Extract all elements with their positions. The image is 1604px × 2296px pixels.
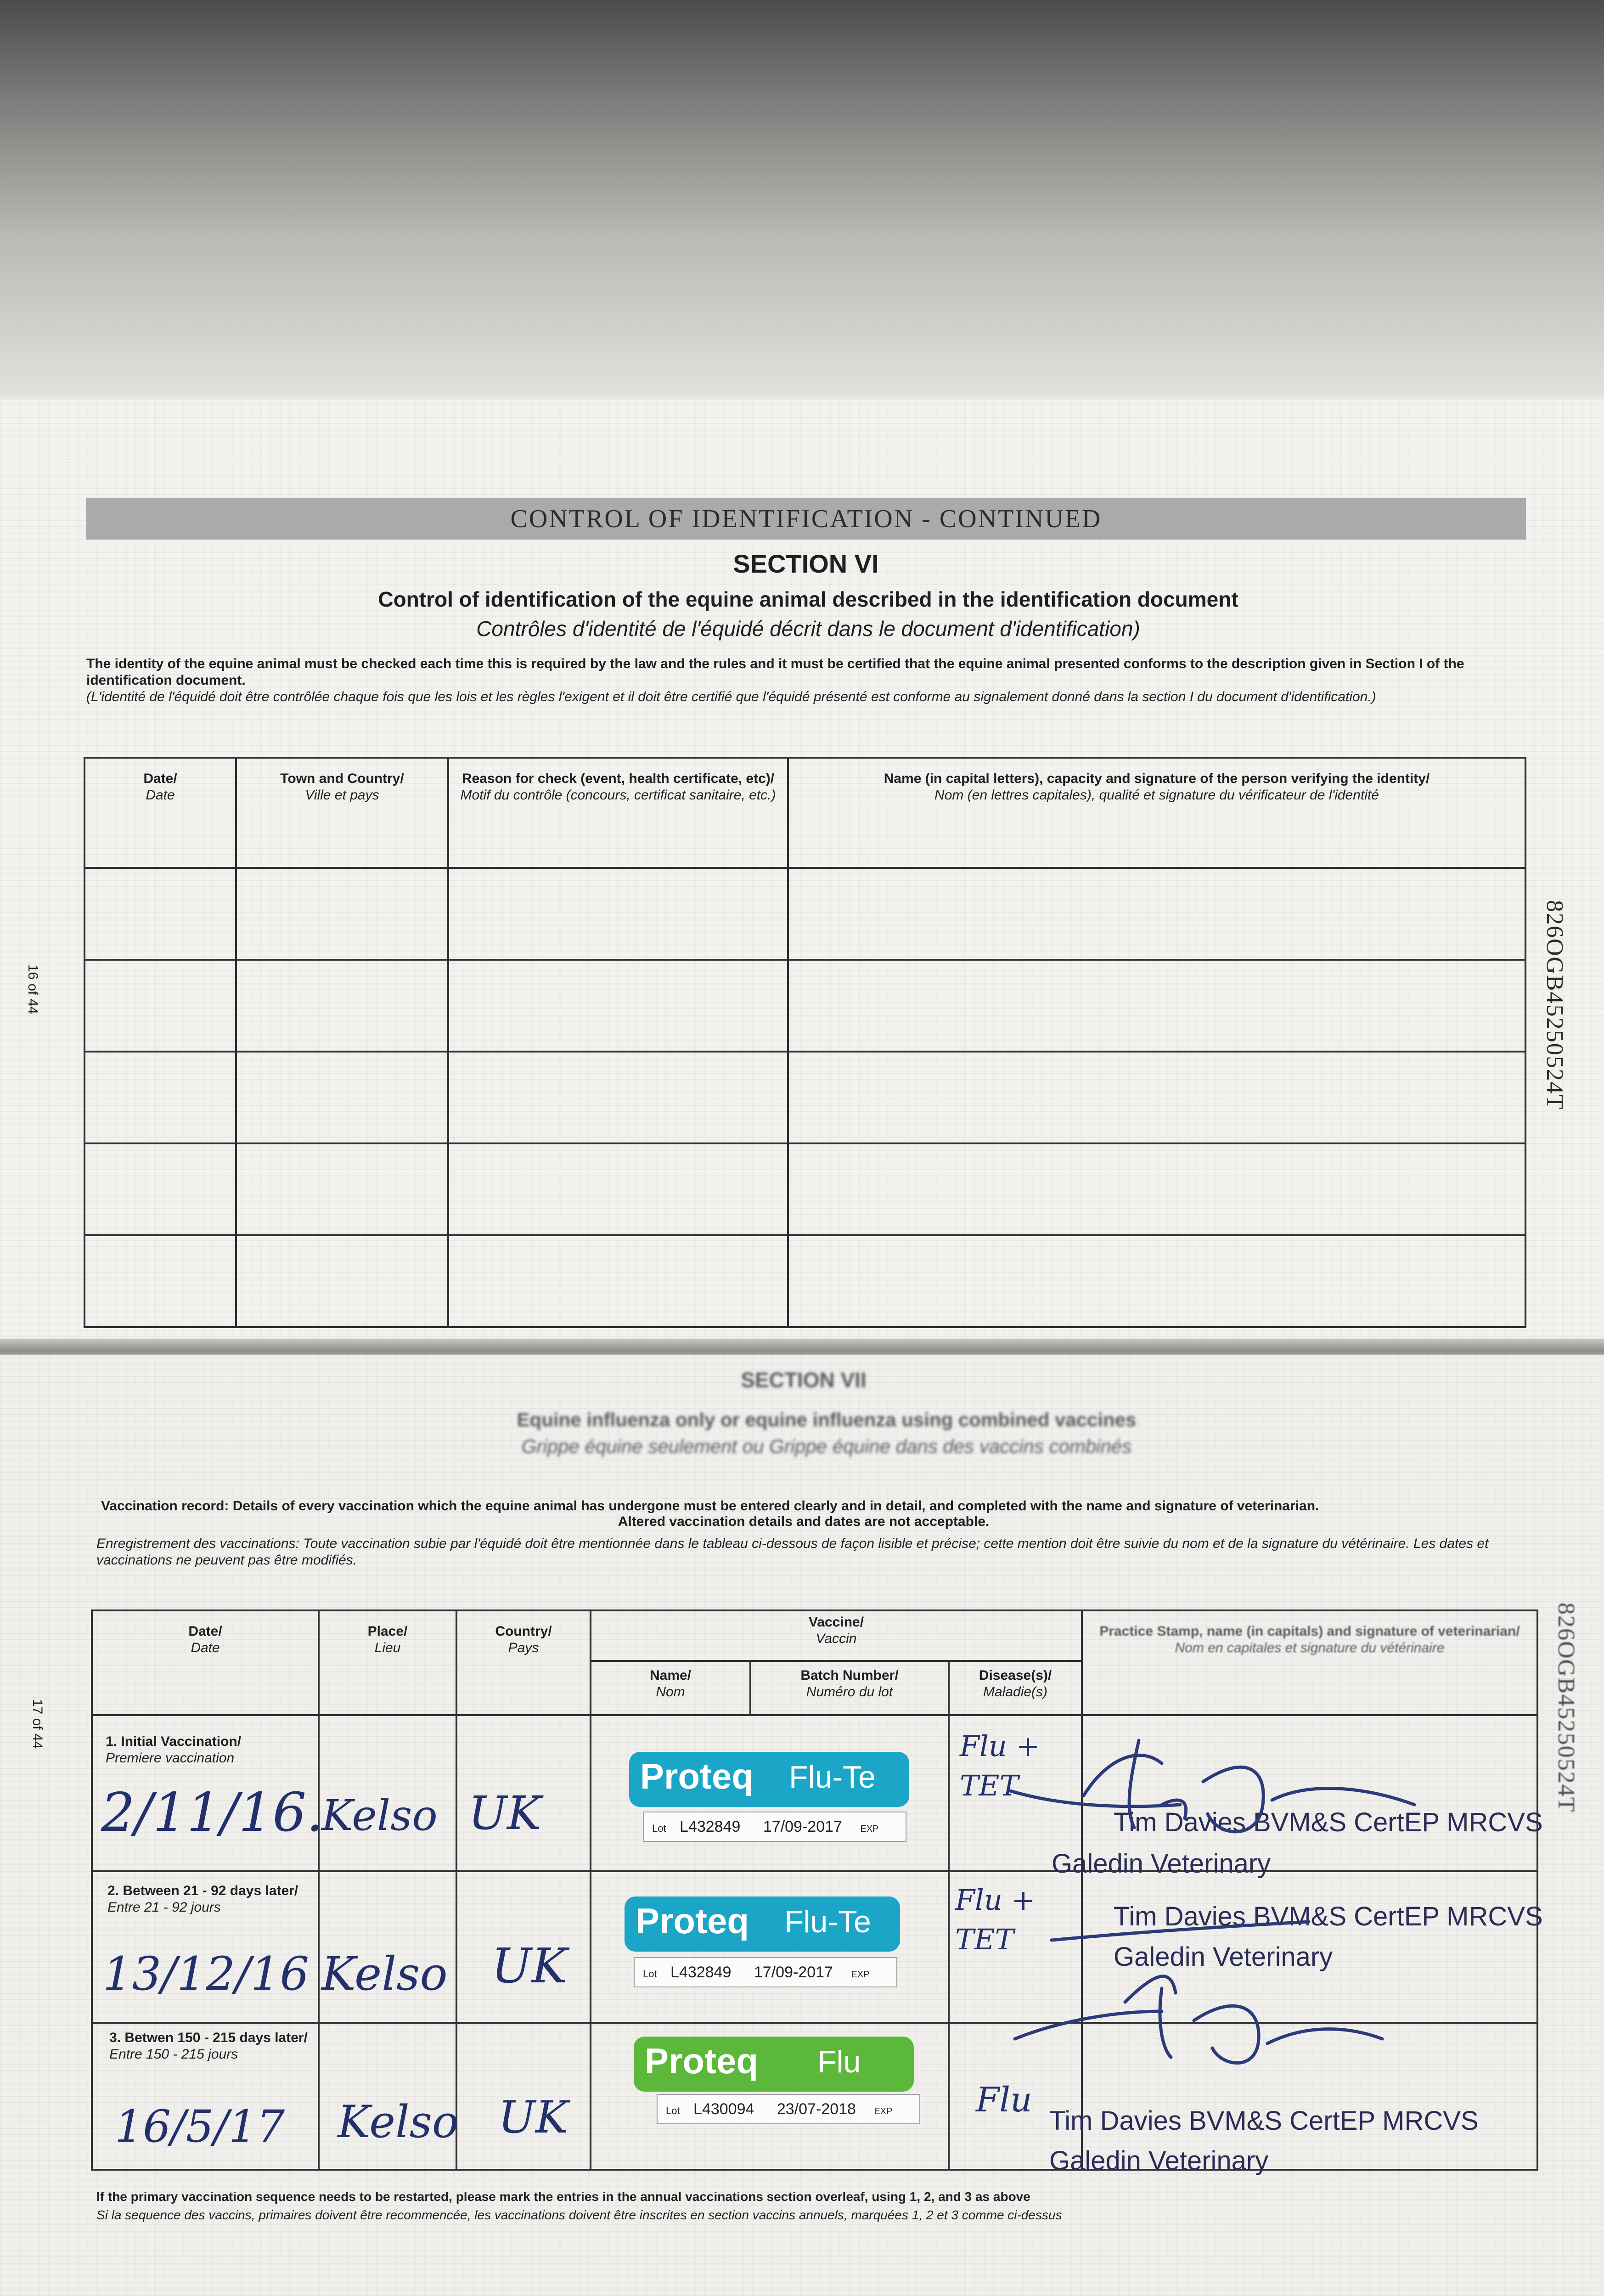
handwritten-disease-1: Flu + TET bbox=[960, 1729, 1040, 1802]
table-row bbox=[84, 868, 1525, 960]
handwritten-disease-3: Flu bbox=[976, 2080, 1032, 2120]
handwritten-country-2: UK bbox=[491, 1938, 568, 1994]
heading-en: Control of identification of the equine animal described in the identification document bbox=[378, 587, 1238, 611]
footnote-en: If the primary vaccination sequence needs to be restarted, please mark the entries in the annual vaccinations section overleaf, using 1, 2, and 3 as above bbox=[96, 2189, 1030, 2204]
heading-en: Equine influenza only or equine influenza using combined vaccines bbox=[517, 1409, 1137, 1430]
scanner-shadow bbox=[0, 0, 1604, 395]
side-id-top: 826OGB45250524T bbox=[1542, 900, 1568, 1110]
handwritten-disease-2: Flu + TET bbox=[955, 1883, 1036, 1956]
row-label-3: 3. Betwen 150 - 215 days later/ Entre 150 - 215 jours bbox=[109, 2030, 308, 2062]
section-banner bbox=[86, 498, 1526, 540]
handwritten-place-1: Kelso bbox=[321, 1791, 438, 1840]
handwritten-date-2: 13/12/16 bbox=[103, 1947, 310, 2001]
record-en: Vaccination record: Details of every vaccination which the equine animal has undergone must be entered clearly and in detail, and completed with the name and signature of veterinarian. bbox=[101, 1498, 1319, 1514]
intro-fr: (L'identité de l'équidé doit être contrôlée chaque fois que les lois et les règles l'exigent et il doit être certifié que l'équidé présenté est conforme au signalement donné dans la section I du document d'identification.) bbox=[86, 689, 1376, 704]
col-verifier: Name (in capital letters), capacity and signature of the person verifying the identity/ Nom (en lettres capitales), qualité et signature du vérificateur de l'identité bbox=[788, 758, 1525, 868]
record-en-line2: Altered vaccination details and dates are not acceptable. bbox=[618, 1514, 990, 1529]
section-vii-title: SECTION VII bbox=[741, 1368, 867, 1392]
row-label-2: 2. Between 21 - 92 days later/ Entre 21 - 92 jours bbox=[107, 1883, 298, 1915]
row-label-1: 1. Initial Vaccination/ Premiere vaccination bbox=[106, 1734, 242, 1766]
handwritten-date-1: 2/11/16. bbox=[101, 1782, 324, 1844]
stamp-practice-2: Galedin Veterinary bbox=[1114, 1942, 1333, 1972]
page-number-17: 17 of 44 bbox=[30, 1699, 45, 1749]
intro-en: The identity of the equine animal must be checked each time this is required by the law and the rules and it must be certified that the equine animal presented conforms to the description given in Section I of the identification document. bbox=[86, 656, 1464, 688]
table-row bbox=[84, 1235, 1525, 1327]
col-reason: Reason for check (event, health certificate, etc)/ Motif du contrôle (concours, certificat sanitaire, etc.) bbox=[448, 758, 788, 868]
vaccine-sticker-2: Proteq Flu-Te bbox=[625, 1896, 900, 1952]
page-number-16: 16 of 44 bbox=[25, 964, 40, 1014]
col-vaccine-name: Name/ Nom bbox=[591, 1661, 750, 1715]
col-country: Country/ Pays bbox=[456, 1610, 591, 1715]
col-diseases: Disease(s)/ Maladie(s) bbox=[949, 1661, 1082, 1715]
handwritten-country-1: UK bbox=[468, 1786, 541, 1840]
col-town-country: Town and Country/ Ville et pays bbox=[236, 758, 448, 868]
col-batch-number: Batch Number/ Numéro du lot bbox=[750, 1661, 949, 1715]
side-id-bottom: 826OGB45250524T bbox=[1553, 1603, 1579, 1813]
col-stamp: Practice Stamp, name (in capitals) and signature of veterinarian/ Nom en capitales et signature du vétérinaire bbox=[1082, 1610, 1537, 1715]
heading-fr: Grippe équine seulement ou Grippe équine dans des vaccins combinés bbox=[521, 1435, 1132, 1457]
intro-text bbox=[86, 656, 1519, 705]
footnote-fr: Si la sequence des vaccins, primaires doivent être recommencée, les vaccinations doivent être inscrites en section vaccins annuels, marquées 1, 2 et 3 comme ci-dessus bbox=[96, 2208, 1062, 2222]
table-row bbox=[84, 960, 1525, 1052]
stamp-name-1: Tim Davies BVM&S CertEP MRCVS bbox=[1114, 1807, 1543, 1837]
table-row bbox=[84, 1052, 1525, 1143]
heading-fr: Contrôles d'identité de l'équidé décrit dans le document d'identification) bbox=[476, 617, 1140, 641]
handwritten-date-3: 16/5/17 bbox=[115, 2101, 285, 2152]
vaccine-lot-3: Lot L430094 23/07-2018 EXP bbox=[657, 2094, 920, 2124]
col-date: Date/ Date bbox=[84, 758, 236, 868]
section-title: SECTION VI bbox=[733, 549, 879, 578]
col-vaccine: Vaccine/ Vaccin bbox=[591, 1610, 1082, 1661]
stamp-name-2: Tim Davies BVM&S CertEP MRCVS bbox=[1114, 1902, 1543, 1931]
table-row bbox=[84, 1143, 1525, 1235]
handwritten-place-3: Kelso bbox=[338, 2096, 459, 2148]
table-header-row bbox=[84, 758, 1525, 868]
col-place: Place/ Lieu bbox=[319, 1610, 456, 1715]
handwritten-place-2: Kelso bbox=[321, 1947, 448, 2001]
vaccine-lot-1: Lot L432849 17/09-2017 EXP bbox=[643, 1812, 906, 1842]
table-header-row bbox=[92, 1610, 1537, 1661]
record-fr: Enregistrement des vaccinations: Toute vaccination subie par l'équidé doit être mentionnée dans le tableau ci-dessous de façon lisible et précise; cette mention doit être suivie du nom et de la signature du vétérinaire. Les dates et vaccinations ne peuvent pas être modifiés. bbox=[96, 1536, 1489, 1568]
stamp-practice-1: Galedin Veterinary bbox=[1052, 1849, 1271, 1879]
stamp-practice-3: Galedin Veterinary bbox=[1049, 2146, 1269, 2176]
vaccine-lot-2: Lot L432849 17/09-2017 EXP bbox=[634, 1957, 897, 1987]
col-date: Date/ Date bbox=[92, 1610, 319, 1715]
stamp-name-3: Tim Davies BVM&S CertEP MRCVS bbox=[1049, 2106, 1479, 2136]
identity-check-table bbox=[84, 757, 1526, 1328]
banner-title: CONTROL OF IDENTIFICATION - CONTINUED bbox=[510, 505, 1102, 533]
handwritten-country-3: UK bbox=[498, 2092, 568, 2143]
vaccine-sticker-3: Proteq Flu bbox=[634, 2037, 914, 2092]
vaccine-sticker-1: Proteq Flu-Te bbox=[629, 1752, 909, 1807]
